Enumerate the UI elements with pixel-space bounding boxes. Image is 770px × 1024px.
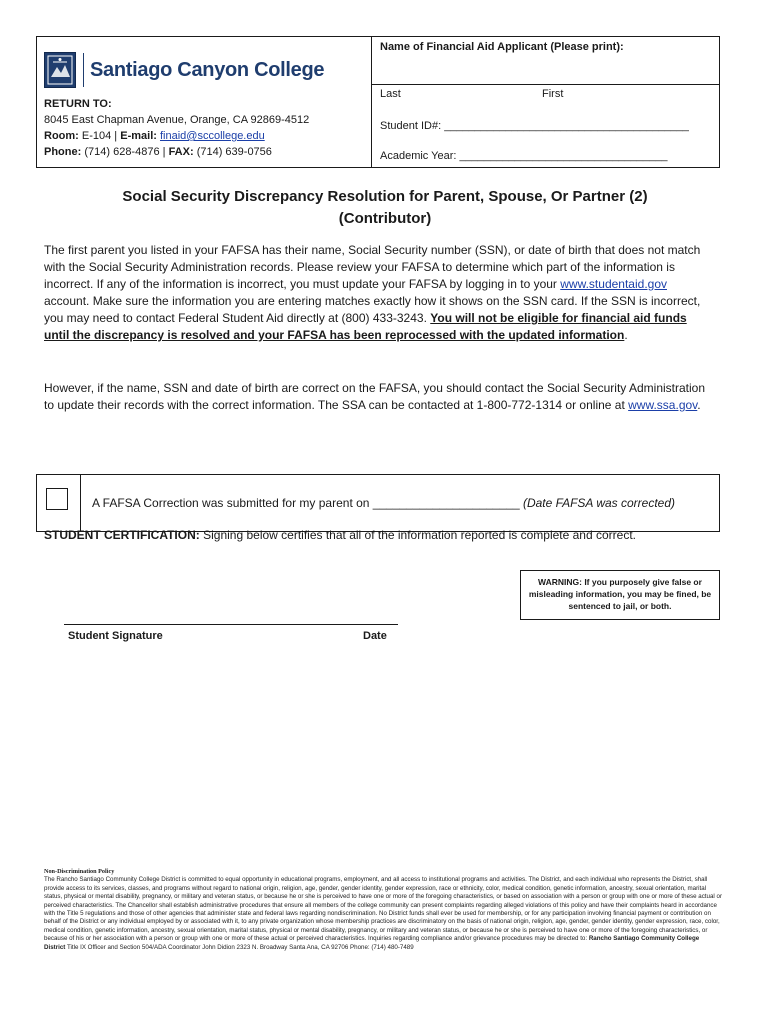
p2-end: . (697, 398, 701, 412)
student-certification (44, 528, 636, 542)
email-link[interactable]: finaid@sccollege.edu (159, 130, 265, 142)
date-label: Date (363, 630, 387, 642)
phone-fax-line: Phone: (714) 628-4876 | FAX: (714) 639-0756 (44, 146, 272, 158)
applicant-name-label: Name of Financial Aid Applicant (Please print): (380, 41, 624, 53)
warning-line3: sentenced to jail, or both. (568, 601, 672, 611)
policy-contact: Title IX Officer and Section 504/ADA Coordinator John Didion 2323 N. Broadway Santa Ana, CA 92706 Phone: (714) 480-7489 (66, 943, 414, 951)
phone-value: (714) 628-4876 (84, 146, 160, 158)
room-email-line: Room: E-104 | E-mail: finaid@sccollege.edu (44, 130, 265, 142)
warning-line1: WARNING: If you purposely give false or (538, 577, 702, 587)
form-title (40, 186, 730, 230)
policy-heading: Non-Discrimination Policy (44, 868, 115, 875)
correction-divider (80, 474, 81, 532)
return-address (44, 96, 309, 160)
academic-year-label: Academic Year: (380, 150, 457, 162)
eligibility-warning: You will not be eligible for financial aid funds until the discrepancy is resolved and your FAFSA has been reprocessed with the updated information (44, 311, 687, 342)
correction-date-note: (Date FAFSA was corrected) (522, 496, 676, 510)
return-to-label: RETURN TO: (44, 98, 112, 110)
first-name-label: First (542, 88, 564, 100)
ssa-link[interactable]: www.ssa.gov (628, 398, 698, 412)
instructions-paragraph-2 (44, 380, 714, 414)
academic-year-field[interactable] (380, 150, 668, 162)
warning-line2: misleading information, you may be fined, be (528, 589, 712, 599)
logo-rule (83, 53, 84, 87)
studentaid-link[interactable]: www.studentaid.gov (560, 277, 667, 291)
p1-end: . (624, 328, 628, 342)
instructions-paragraph-1 (44, 242, 714, 344)
fax-value: (714) 639-0756 (196, 146, 272, 158)
correction-text: A FAFSA Correction was submitted for my parent on (92, 496, 370, 510)
warning-box (520, 570, 720, 620)
college-logo (44, 50, 334, 90)
policy-district: Rancho Santiago Community College District (44, 935, 700, 951)
policy-text: The Rancho Santiago Community College District is committed to equal opportunity in educational programs, employment, and all access to institutional programs and activities. The District, and each individual who represents the District, shall provide access to its services, classes, and programs without regard to national origin, religion, age, gender, gender identity, gender expression, race or ethnicity, color, medical condition, genetic information, ancestry, sexual orientation, marital status, physical or mental disability, pregnancy, or military and veteran status, or because he or she is perceived to have one or more of the foregoing characteristics, or based on association with a person or group with one or more of these actual or perceived characteristics. The Chancellor shall establish administrative procedures that ensure all members of the college community can present complaints regarding alleged violations of this policy and have their complaints heard in accordance with the Title 5 regulations and those of other agencies that administer state and federal laws regarding nondiscrimination. No District funds shall ever be used for membership, or for any participation involving financial payment or contribution on behalf of the District or any individual employed by or associated with it, to any private organization whose membership practices are discriminatory on the basis of national origin, religion, age, gender, gender identity, gender expression, race, color, medical condition, genetic information, ancestry, sexual orientation, marital status, physical or mental disability, pregnancy, or military and veteran status, or because he or she is perceived to have one or more of the foregoing characteristics, or because of his or her association with a person or group with one or more of these actual or perceived characteristics. Inquiries regarding compliance and/or grievance procedures may be directed to: (44, 876, 723, 943)
student-signature-label: Student Signature (68, 630, 163, 642)
academic-year-blank: __________________________________ (459, 150, 668, 162)
header-divider (371, 36, 372, 168)
correction-checkbox[interactable] (46, 488, 68, 510)
correction-statement (92, 496, 675, 510)
correction-date-blank[interactable]: ______________________ (372, 496, 520, 510)
room-value: E-104 (81, 130, 112, 142)
college-seal-icon (44, 52, 76, 88)
student-id-label: Student ID#: (380, 120, 442, 132)
form-title-line2: (Contributor) (338, 210, 432, 227)
p1-text-a: The first parent you listed in your FAFSA has their name, Social Security number (SSN), or date of birth that does not match with the Social Security Administration records. Please review your FAFSA to determine which part of the information is incorrect. If any of the information is incorrect, you must update your FAFSA by logging in to your (44, 243, 701, 291)
address: 8045 East Chapman Avenue, Orange, CA 92869-4512 (44, 114, 310, 126)
last-name-label: Last (380, 88, 401, 100)
applicant-name-line (371, 84, 720, 85)
p2-text-a: However, if the name, SSN and date of birth are correct on the FAFSA, you should contact the Social Security Administration to update their records with the correct information. The SSA can be contacted at 1-800-772-1314 or online at (44, 381, 706, 412)
phone-label: Phone: (44, 146, 82, 158)
certification-label: STUDENT CERTIFICATION: (44, 528, 200, 542)
certification-text: Signing below certifies that all of the information reported is complete and correct. (203, 528, 636, 542)
college-name: Santiago Canyon College (90, 58, 325, 81)
student-id-field[interactable] (380, 120, 689, 132)
signature-line[interactable] (64, 624, 398, 625)
student-id-blank: ________________________________________ (444, 120, 689, 132)
email-label: E-mail: (120, 130, 157, 142)
fax-label: FAX: (168, 146, 194, 158)
room-label: Room: (44, 130, 79, 142)
form-title-line1: Social Security Discrepancy Resolution for Parent, Spouse, Or Partner (2) (122, 188, 648, 205)
non-discrimination-policy (44, 868, 722, 952)
p1-text-b: account. Make sure the information you are entering matches exactly how it shows on the SSN card. If the SSN is incorrect, you may need to contact Federal Student Aid directly at (800) 433-3243. (44, 294, 701, 325)
